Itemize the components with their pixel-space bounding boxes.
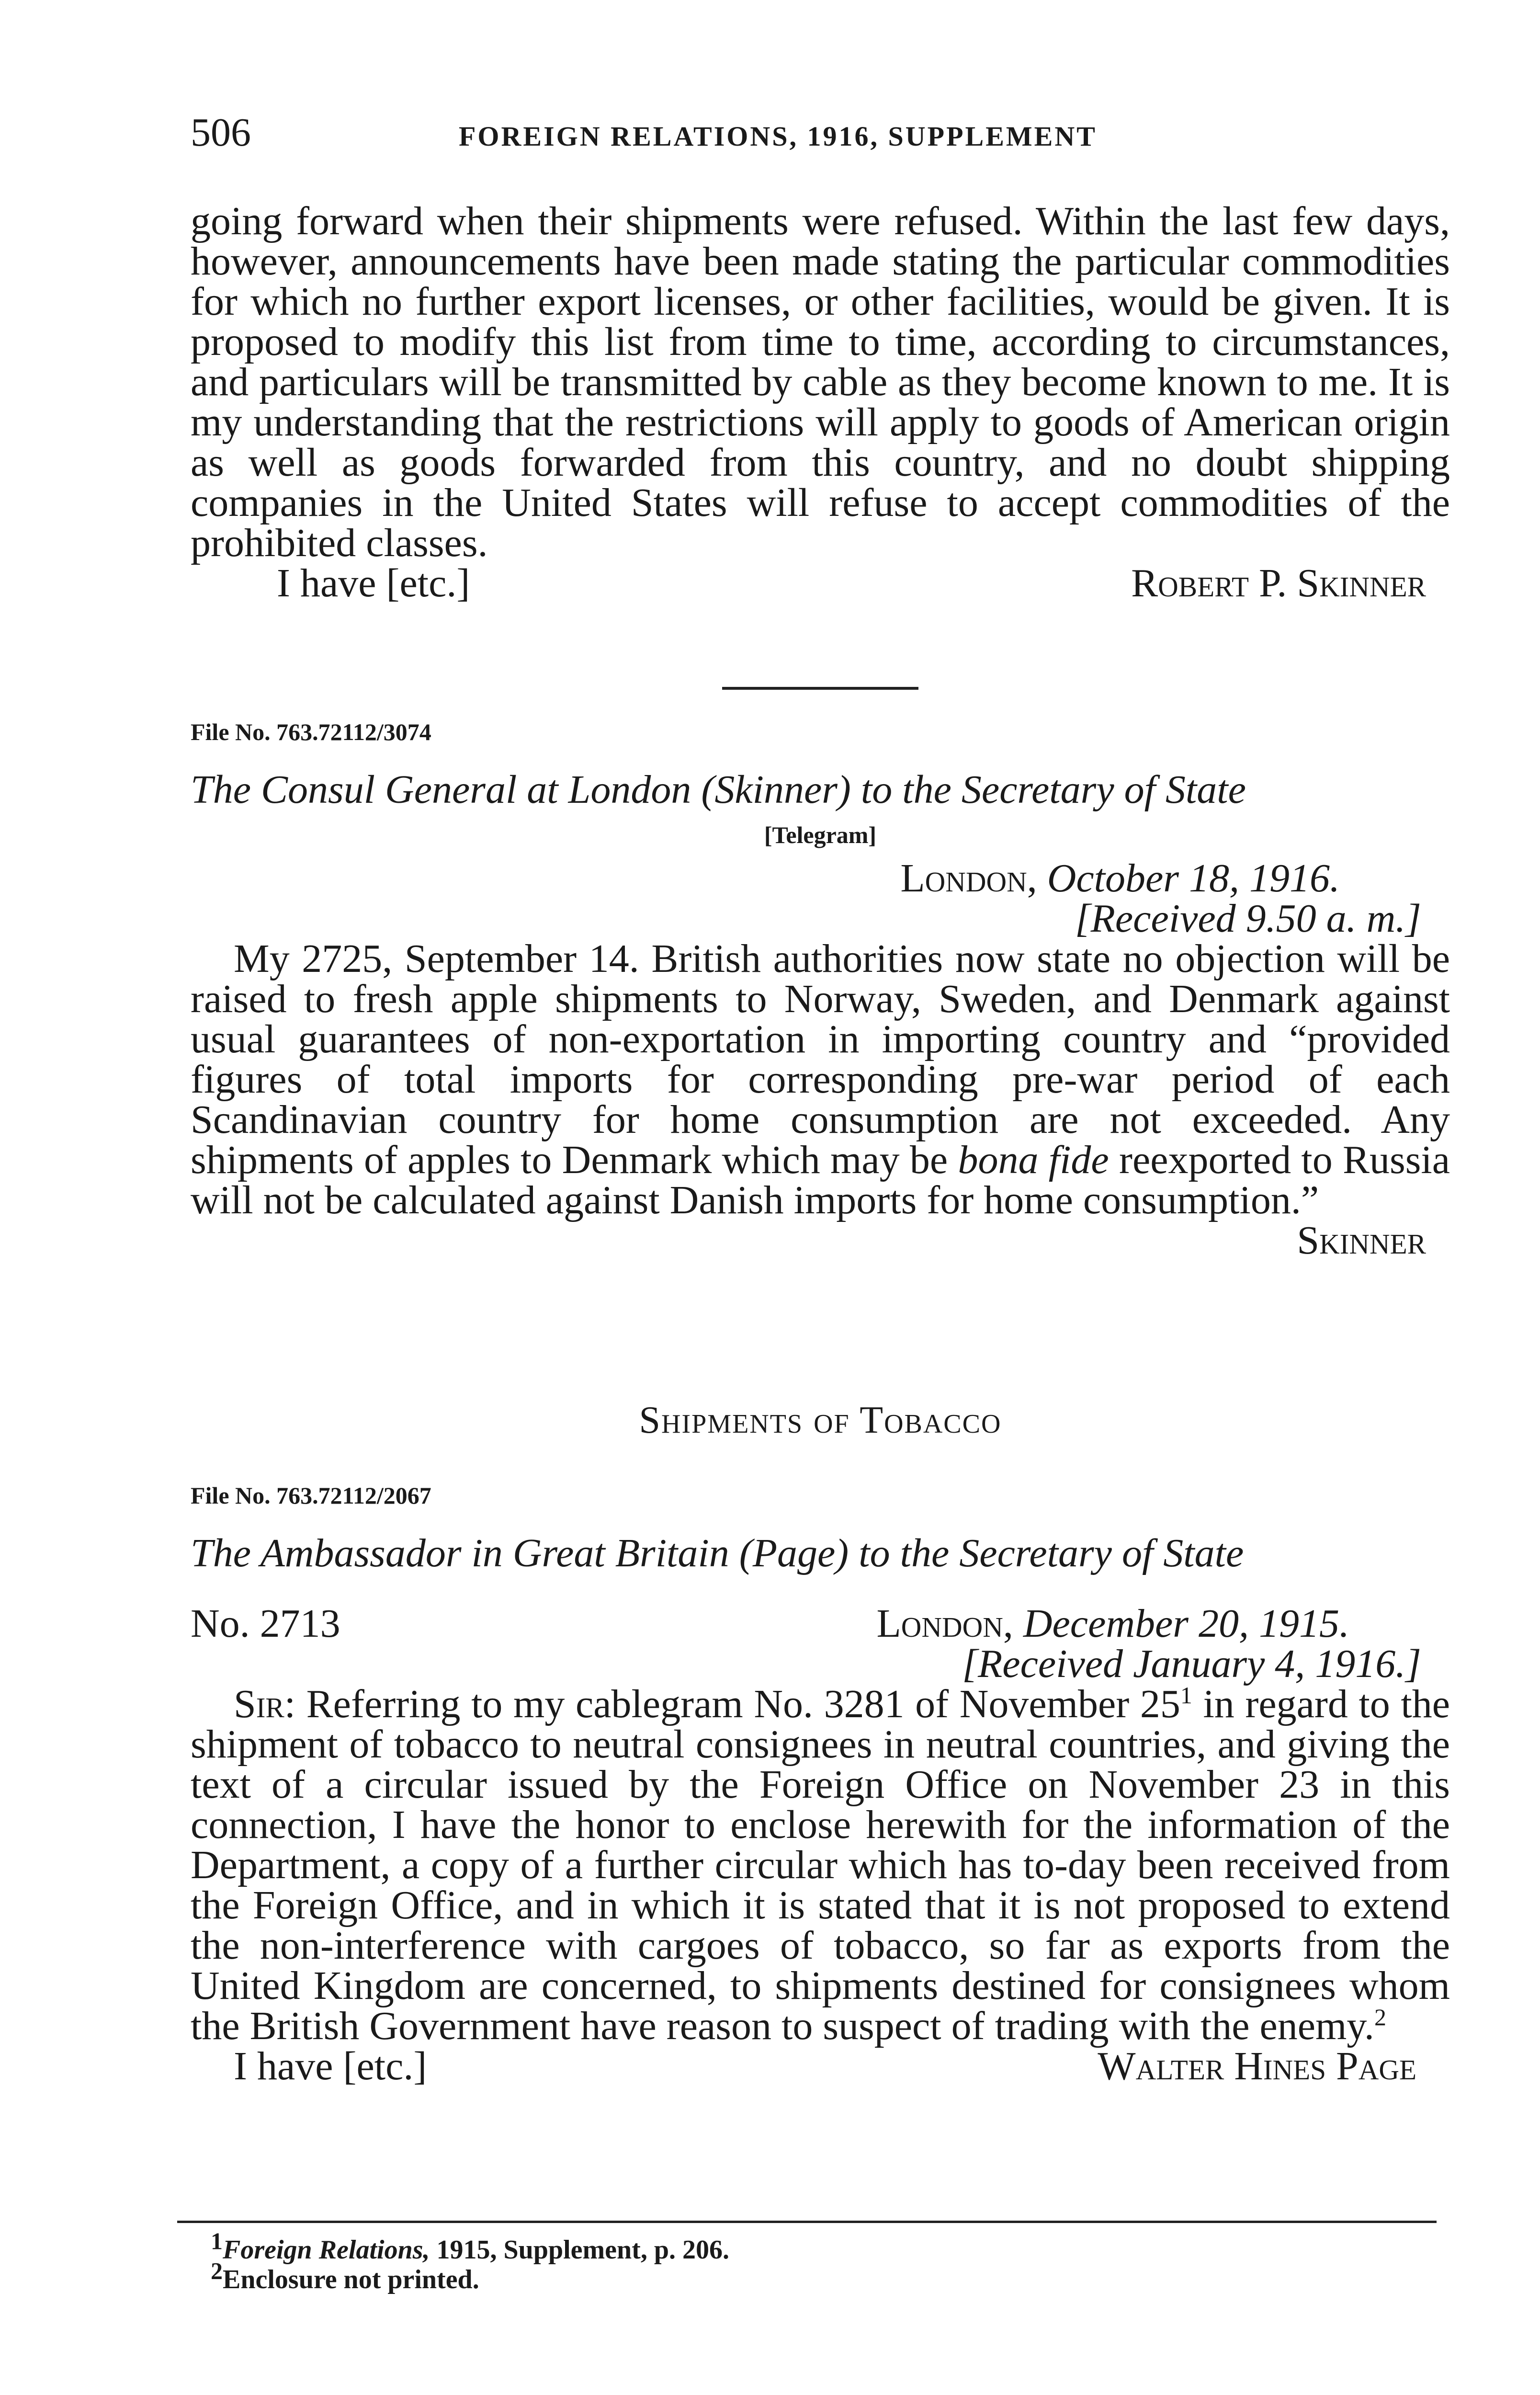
document-heading: The Ambassador in Great Britain (Page) to the Secretary of State <box>191 1531 1244 1575</box>
footnote-text: 1915, Supplement, p. 206. <box>436 2235 729 2265</box>
dispatch-body <box>191 1684 1450 2046</box>
file-number: File No. 763.72112/2067 <box>191 1482 431 1509</box>
page-number: 506 <box>191 110 251 155</box>
footnote-number: 2 <box>211 2257 223 2284</box>
dispatch-number: No. 2713 <box>191 1601 340 1646</box>
signature: Robert P. Skinner <box>1131 561 1426 605</box>
received-note: [Received January 4, 1916.] <box>962 1642 1421 1686</box>
body-text: My 2725, September 14. British authorities now state no objection will be raised to fresh apple shipments to Norway, Sweden, and Denmark against usual guarantees of non-exportation in importing country and “provided figures of total imports for corresponding pre-war period of each Scandinavian country for home consumption are not exceeded. Any shipments of apples to Denmark which may be <box>191 936 1450 1182</box>
footnote-mark: 1 <box>1180 1682 1192 1709</box>
body-italic: bona fide <box>958 1138 1109 1182</box>
footnote-1 <box>211 2227 1470 2265</box>
footnote-text: Enclosure not printed. <box>223 2265 479 2294</box>
dispatch-document <box>191 1481 1450 2087</box>
section-title: Shipments of Tobacco <box>639 1399 1002 1441</box>
date: December 20, 1915. <box>1023 1601 1349 1646</box>
footnote-mark: 2 <box>1374 2004 1386 2030</box>
signature: Walter Hines Page <box>1098 2044 1416 2088</box>
place: London, <box>900 856 1037 901</box>
signature: Skinner <box>1297 1218 1426 1263</box>
body-text: Referring to my cablegram No. 3281 of November 25 <box>306 1682 1180 1726</box>
document-heading: The Consul General at London (Skinner) to the Secretary of State <box>191 767 1246 812</box>
footnote-2 <box>211 2257 1470 2294</box>
telegram-document <box>191 718 1450 1261</box>
received-note: [Received 9.50 a. m.] <box>1075 896 1421 941</box>
continuation-paragraph: going forward when their shipments were refused. Within the last few days, however, announcements have been made stating the particular commodities for which no further export licenses, or other facilities, would be given. It is proposed to modify this list from time to time, according to circumstances, and particulars will be transmitted by cable as they become known to me. It is my understanding that the restrictions will apply to goods of American origin as well as goods forwarded from this country, and no doubt shipping companies in the United States will refuse to accept commodities of the prohibited classes. <box>191 199 1450 565</box>
footnote-number: 1 <box>211 2227 223 2255</box>
body-text-end: in regard to the shipment of tobacco to neutral consignees in neutral countries, and giving the text of a circular issued by the Foreign Office on November 23 in this connection, I have the honor to enclose herewith for the information of the Department, a copy of a further circular which has to-day been received from the Foreign Office, and in which it is stated that it is not proposed to extend the non-interference with cargoes of tobacco, so far as exports from the United Kingdom are concerned, to shipments destined for consignees whom the British Government have reason to suspect of trading with the enemy. <box>191 1682 1450 2048</box>
footnote-italic: Foreign Relations, <box>223 2235 430 2265</box>
document-type: [Telegram] <box>764 821 877 848</box>
running-title: FOREIGN RELATIONS, 1916, SUPPLEMENT <box>459 121 1097 152</box>
body-text-end: reexported to Russia will not be calculated against Danish imports for home consumption.” <box>191 1138 1450 1222</box>
salutation: Sir: <box>234 1682 296 1726</box>
page-header <box>191 109 1450 156</box>
file-number: File No. 763.72112/3074 <box>191 718 431 745</box>
place: London, <box>876 1601 1013 1646</box>
closing: I have [etc.] <box>277 561 470 605</box>
footnote-rule <box>177 2221 1437 2223</box>
closing: I have [etc.] <box>234 2044 427 2088</box>
footnotes <box>211 2227 1470 2294</box>
separator-rule <box>722 687 918 690</box>
letter-continuation <box>191 201 1450 604</box>
date: October 18, 1916. <box>1047 856 1340 901</box>
telegram-body <box>191 936 1450 1222</box>
